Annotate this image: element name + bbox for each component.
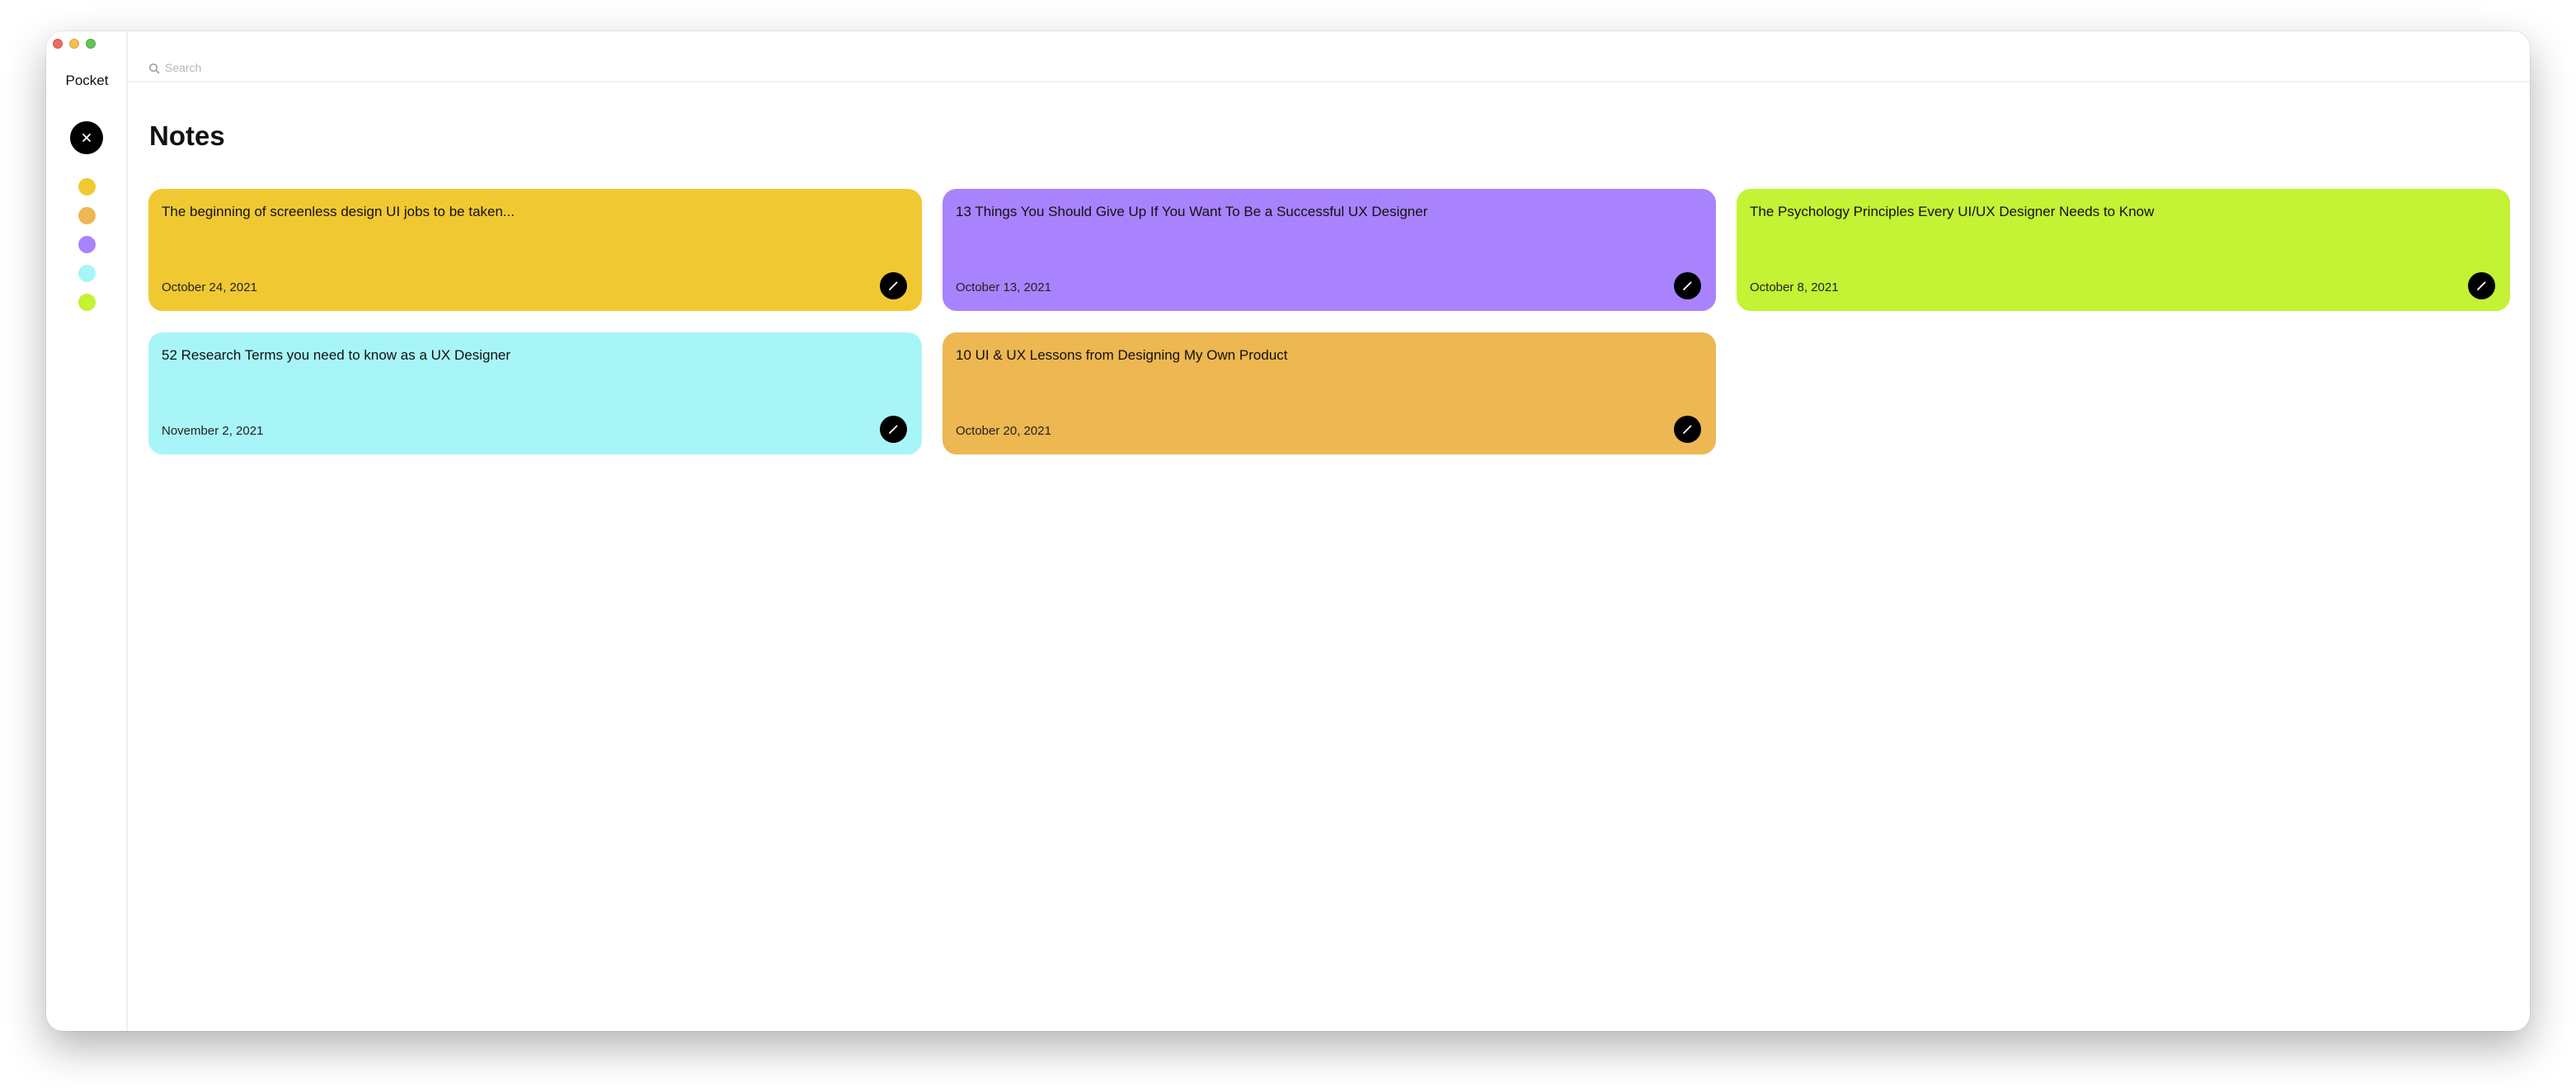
edit-note-button[interactable]	[880, 416, 907, 443]
app-window	[46, 31, 2530, 1031]
pencil-icon	[2475, 280, 2488, 292]
note-card[interactable]	[148, 189, 922, 311]
edit-note-button[interactable]	[1674, 416, 1701, 443]
note-card[interactable]	[148, 332, 922, 454]
pencil-icon	[1681, 423, 1694, 435]
note-date: October 13, 2021	[956, 280, 1051, 294]
color-swatch-orange[interactable]	[78, 207, 96, 224]
search-icon	[148, 63, 160, 74]
note-title: 52 Research Terms you need to know as a UX Designer	[162, 347, 511, 363]
note-title: 13 Things You Should Give Up If You Want To Be a Successful UX Designer	[956, 204, 1428, 219]
close-icon	[82, 133, 92, 143]
search-input[interactable]	[165, 59, 825, 77]
note-date: October 20, 2021	[956, 424, 1051, 438]
pencil-icon	[887, 423, 900, 435]
note-card[interactable]	[942, 189, 1716, 311]
edit-note-button[interactable]	[1674, 272, 1701, 299]
note-title: The Psychology Principles Every UI/UX Designer Needs to Know	[1750, 204, 2155, 219]
color-swatch-lime[interactable]	[78, 294, 96, 311]
note-date: October 24, 2021	[162, 280, 257, 294]
page-title: Notes	[149, 120, 225, 151]
note-title: 10 UI & UX Lessons from Designing My Own Product	[956, 347, 1288, 363]
pencil-icon	[1681, 280, 1694, 292]
note-card[interactable]	[1737, 189, 2510, 311]
sidebar	[46, 31, 128, 1031]
color-swatch-purple[interactable]	[78, 236, 96, 253]
color-swatch-cyan[interactable]	[78, 265, 96, 282]
color-palette	[78, 178, 96, 311]
pencil-icon	[887, 280, 900, 292]
app-name: Pocket	[65, 73, 109, 88]
note-date: October 8, 2021	[1750, 280, 1839, 294]
note-title: The beginning of screenless design UI jobs to be taken...	[162, 204, 515, 219]
search-bar	[128, 31, 2530, 82]
color-swatch-yellow[interactable]	[78, 178, 96, 195]
edit-note-button[interactable]	[880, 272, 907, 299]
note-card[interactable]	[942, 332, 1716, 454]
add-note-button[interactable]	[70, 121, 103, 154]
notes-grid	[148, 189, 2510, 454]
edit-note-button[interactable]	[2468, 272, 2495, 299]
note-date: November 2, 2021	[162, 424, 264, 438]
